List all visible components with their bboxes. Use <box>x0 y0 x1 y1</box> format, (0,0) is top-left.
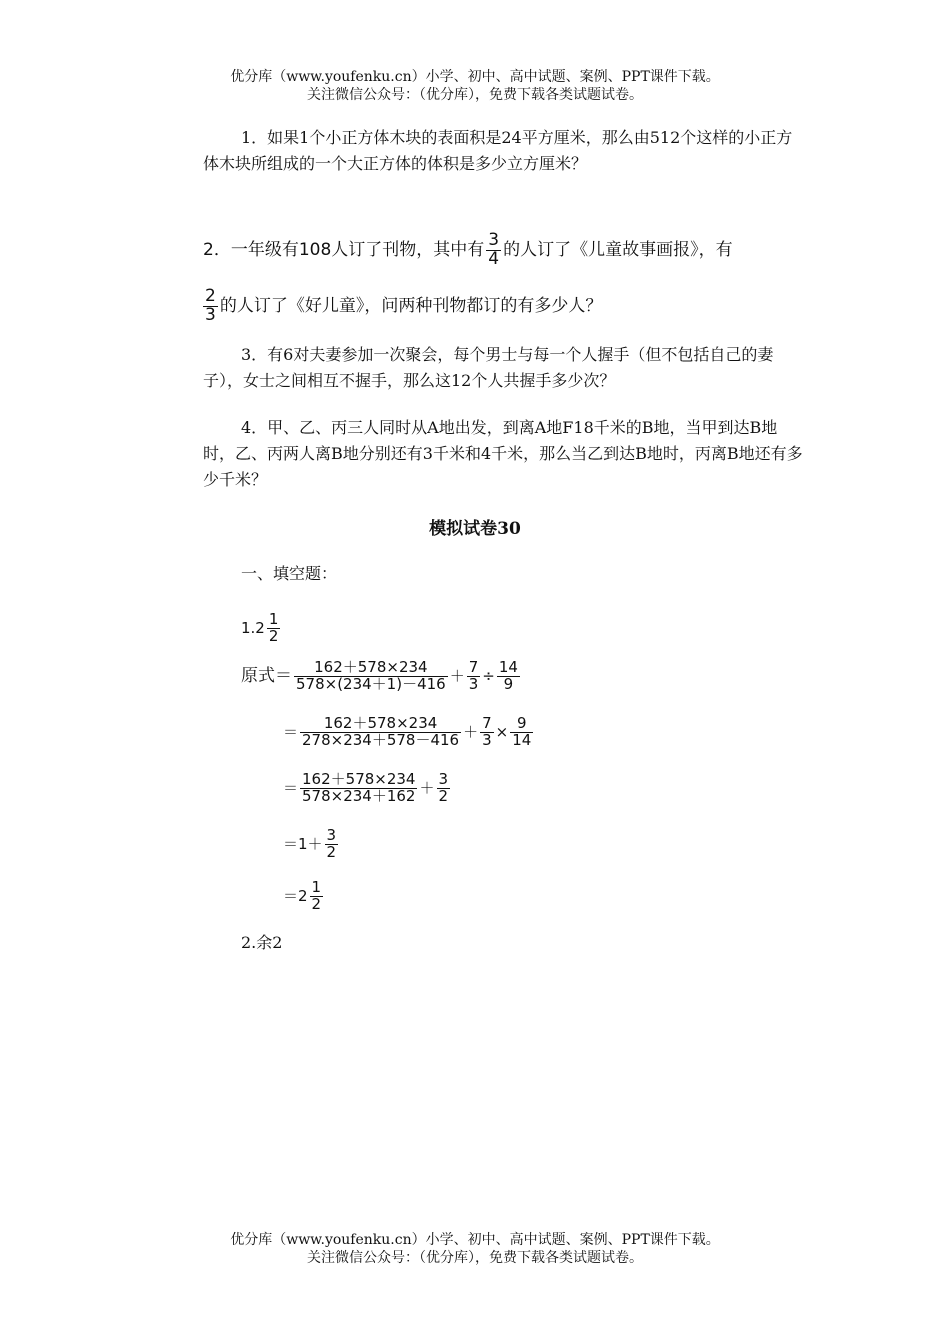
fraction-two-thirds: $\frac{2}{3}$ <box>205 285 216 325</box>
calc-row-2-frac-a: $\frac{162+578\times 234}{278\times 234+578-416}$ <box>302 714 460 749</box>
calc-row-2-frac-b: $\frac{7}{3}$ <box>482 714 492 749</box>
calc-row-5-frac: $\frac{1}{2}$ <box>311 878 322 913</box>
page-header <box>0 68 950 104</box>
calc-row-3-frac-b: $\frac{3}{2}$ <box>438 770 449 805</box>
header-line-2: 关注微信公众号：（优分库），免费下载各类试题试卷。 <box>307 87 643 103</box>
question-2-text-a: 2．一年级有108人订了刊物，其中有 <box>203 240 485 260</box>
calc-row-1-frac-c: $\frac{14}{9}$ <box>498 658 518 693</box>
calc-row-1: 原式＝ $\frac{162+578\times 234}{578\times(234+1)-416}$ ＋ $\frac{7}{3}$ ÷ $\frac{14}{9}$ <box>241 658 518 693</box>
question-3: 3．有6对夫妻参加一次聚会，每个男士与每一个人握手（但不包括自己的妻子），女士之间相互不握手，那么这12个人共握手多少次？ <box>203 345 774 390</box>
question-1: 1．如果1个小正方体木块的表面积是24平方厘米，那么由512个这样的小正方体木块所组成的一个大正方体的体积是多少立方厘米？ <box>203 128 793 173</box>
calc-row-2: ＝ $\frac{162+578\times 234}{278\times 234+578-416}$ ＋ $\frac{7}{3}$ × $\frac{9}{14}$ <box>283 714 532 749</box>
fraction-three-quarters: $\frac{3}{4}$ <box>488 229 500 269</box>
page-footer <box>0 1231 950 1267</box>
calc-row-2-frac-c: $\frac{9}{14}$ <box>512 714 532 749</box>
calc-row-3-frac-a: $\frac{162+578\times 234}{578\times 234+162}$ <box>302 770 416 805</box>
calc-row-4: ＝1＋ $\frac{3}{2}$ <box>283 826 337 861</box>
section-heading: 一、填空题： <box>241 564 338 583</box>
question-2-text-c: 的人订了《好儿童》，问两种刊物都订的有多少人？ <box>219 296 603 316</box>
calc-row-4-frac: $\frac{3}{2}$ <box>326 826 337 861</box>
calc-row-3: ＝ $\frac{162+578\times 234}{578\times 234+162}$ ＋ $\frac{3}{2}$ <box>283 770 449 805</box>
test-title: 模拟试卷30 <box>429 519 521 539</box>
header-line-1: 优分库（www.youfenku.cn）小学、初中、高中试题、案例、PPT课件下载。 <box>230 69 720 85</box>
answer-1-label: 1.2 $\frac{1}{2}$ <box>241 610 279 645</box>
answer-2: 2.余2 <box>241 933 283 952</box>
footer-line-2: 关注微信公众号：（优分库），免费下载各类试题试卷。 <box>307 1250 643 1266</box>
answer-1-fraction: $\frac{1}{2}$ <box>268 610 279 645</box>
calc-row-1-frac-a: $\frac{162+578\times 234}{578\times(234+1)-416}$ <box>296 658 446 693</box>
calc-row-1-frac-b: $\frac{7}{3}$ <box>468 658 479 693</box>
calc-row-5: ＝2 $\frac{1}{2}$ <box>283 878 322 913</box>
footer-line-1: 优分库（www.youfenku.cn）小学、初中、高中试题、案例、PPT课件下载。 <box>230 1232 720 1248</box>
question-2-text-b: 的人订了《儿童故事画报》，有 <box>503 240 733 260</box>
question-2 <box>203 222 808 334</box>
question-4: 4．甲、乙、丙三人同时从A地出发，到离A地F18千米的B地，当甲到达B地时，乙、丙两人离B地分别还有3千米和4千米，那么当乙到达B地时，丙离B地还有多少千米？ <box>203 418 803 489</box>
